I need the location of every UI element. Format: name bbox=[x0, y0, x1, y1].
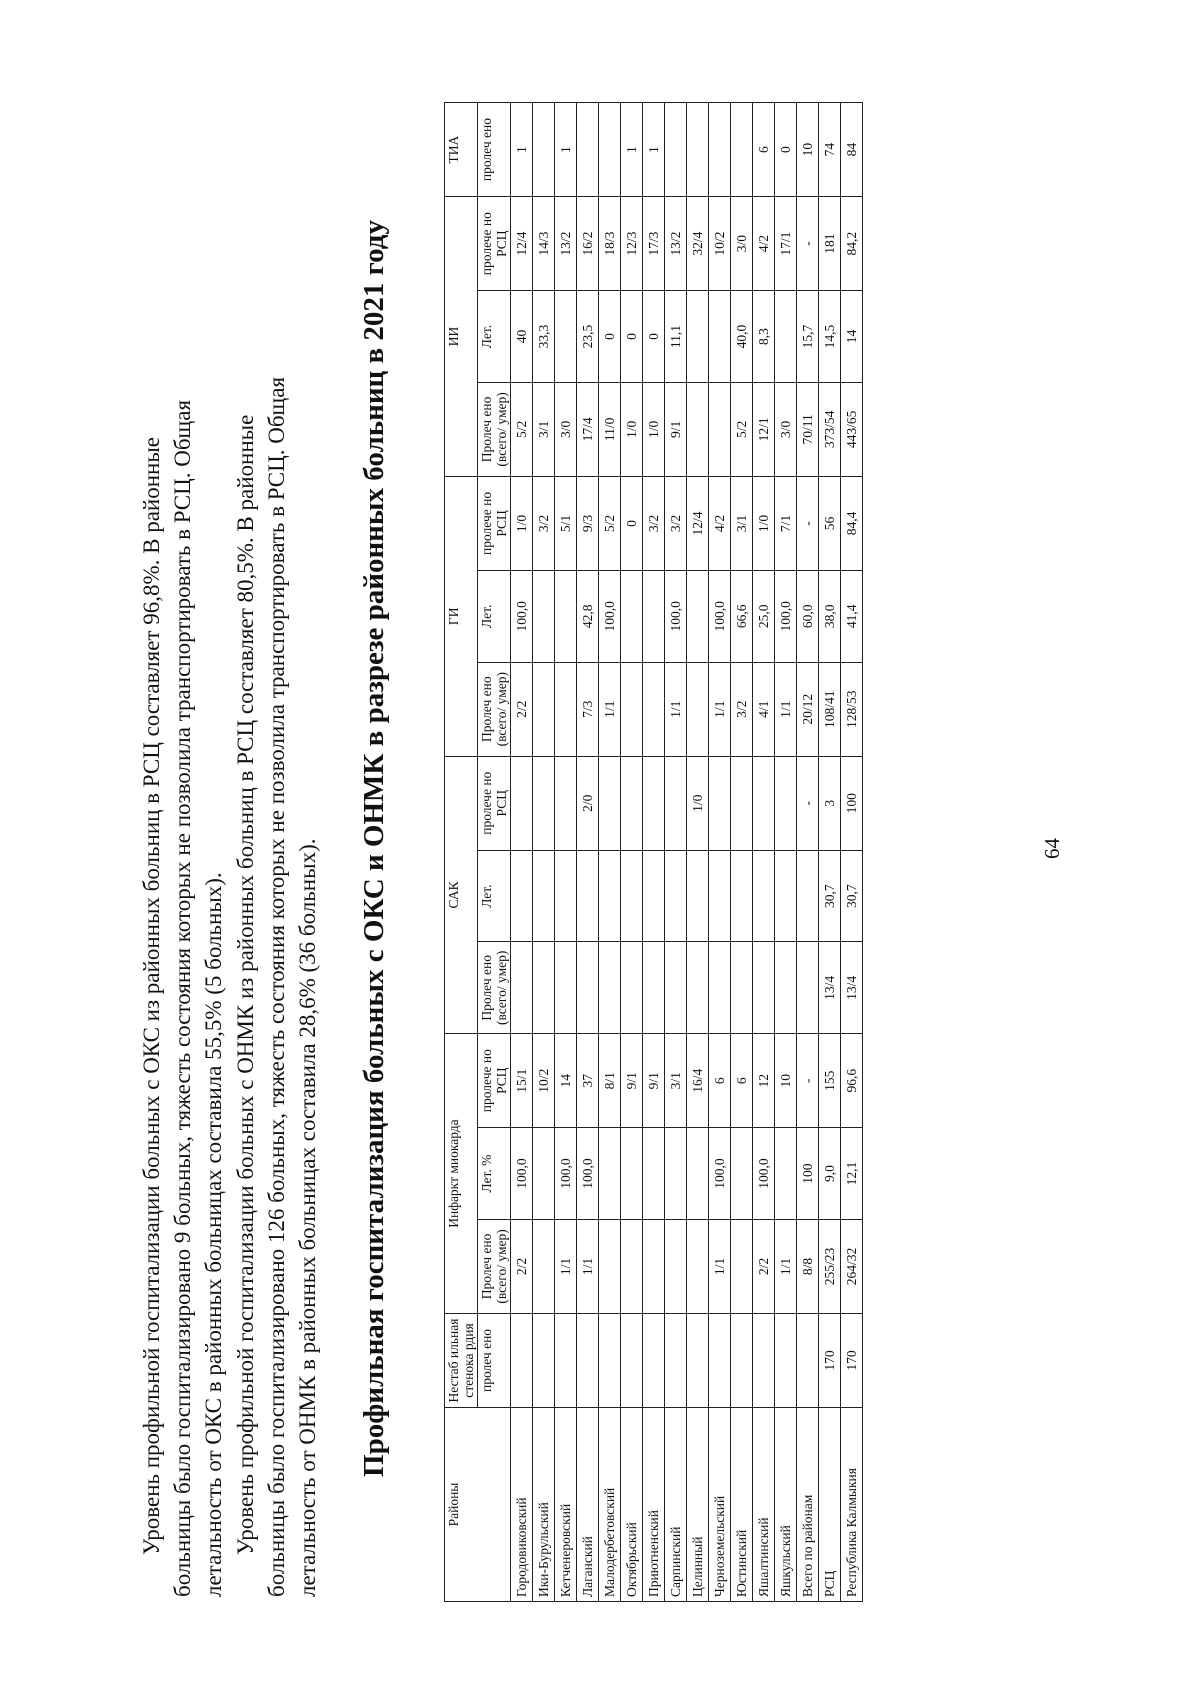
table-cell bbox=[599, 850, 621, 942]
table-row bbox=[555, 103, 577, 1602]
table-row bbox=[687, 103, 709, 1602]
table-cell bbox=[555, 850, 577, 942]
table-cell bbox=[731, 756, 753, 850]
table-cell bbox=[665, 103, 687, 197]
table-cell: 128/53 bbox=[841, 662, 863, 756]
table-cell: 41,4 bbox=[841, 570, 863, 662]
subheader-cell: пролеч ено bbox=[478, 103, 511, 197]
paragraph-onmk bbox=[230, 107, 323, 1597]
table-cell: 40 bbox=[511, 291, 533, 383]
table-cell bbox=[709, 850, 731, 942]
table-cell bbox=[577, 942, 599, 1034]
paragraph-line: летальность от ОКС в районных больницах составила 55,5% (5 больных). bbox=[201, 872, 226, 1597]
table-cell bbox=[511, 850, 533, 942]
table-cell: 3/2 bbox=[643, 476, 665, 570]
subheader-cell: Лет. bbox=[478, 850, 511, 942]
page-number: 64 bbox=[1040, 838, 1064, 859]
subheader-cell: Пролеч ено (всего/ умер) bbox=[478, 662, 511, 756]
table-cell bbox=[577, 103, 599, 197]
table-cell bbox=[511, 942, 533, 1034]
table-cell: 8,3 bbox=[753, 291, 775, 383]
table-cell bbox=[687, 1219, 709, 1313]
table-cell bbox=[665, 1128, 687, 1220]
table-cell bbox=[643, 570, 665, 662]
table-cell bbox=[731, 942, 753, 1034]
subheader-cell: Пролеч ено (всего/ умер) bbox=[478, 1219, 511, 1313]
table-cell bbox=[533, 1219, 555, 1313]
table-cell: 1/1 bbox=[555, 1219, 577, 1313]
table-cell bbox=[533, 850, 555, 942]
table-cell: - bbox=[797, 476, 819, 570]
table-cell bbox=[555, 291, 577, 383]
table-cell bbox=[643, 1128, 665, 1220]
table-cell: 13/4 bbox=[819, 942, 841, 1034]
table-cell: 56 bbox=[819, 476, 841, 570]
table-cell: 7/3 bbox=[577, 662, 599, 756]
table-cell: 1/0 bbox=[643, 382, 665, 476]
table-cell bbox=[709, 942, 731, 1034]
table-cell bbox=[687, 382, 709, 476]
table-cell bbox=[621, 662, 643, 756]
table-cell bbox=[621, 1219, 643, 1313]
table-cell: 1/1 bbox=[709, 1219, 731, 1313]
table-cell: 100,0 bbox=[753, 1128, 775, 1220]
table-cell bbox=[533, 942, 555, 1034]
table-cell: 1/0 bbox=[687, 756, 709, 850]
header-unstable-angina: Нестаб ильная стенока рдия bbox=[445, 1313, 478, 1407]
table-cell: 3/1 bbox=[533, 382, 555, 476]
table-cell: 5/2 bbox=[731, 382, 753, 476]
table-cell bbox=[775, 756, 797, 850]
table-cell bbox=[687, 1313, 709, 1407]
table-row bbox=[621, 103, 643, 1602]
table-cell: 100,0 bbox=[665, 570, 687, 662]
table-cell: 37 bbox=[577, 1034, 599, 1128]
table-cell: 16/4 bbox=[687, 1034, 709, 1128]
table-cell: 0 bbox=[643, 291, 665, 383]
table-cell bbox=[709, 756, 731, 850]
table-cell: 10 bbox=[775, 1034, 797, 1128]
table-cell bbox=[555, 756, 577, 850]
table-cell: 7/1 bbox=[775, 476, 797, 570]
header-row-top bbox=[445, 103, 478, 1602]
table-cell bbox=[775, 1128, 797, 1220]
subheader-cell: пролече но РСЦ bbox=[478, 1034, 511, 1128]
table-cell bbox=[665, 756, 687, 850]
table-cell: 18/3 bbox=[599, 197, 621, 291]
table-cell bbox=[511, 1313, 533, 1407]
table-cell: 60,0 bbox=[797, 570, 819, 662]
table-cell bbox=[533, 756, 555, 850]
table-cell bbox=[775, 1313, 797, 1407]
table-cell: 66,6 bbox=[731, 570, 753, 662]
table-cell bbox=[577, 1313, 599, 1407]
table-cell: - bbox=[797, 197, 819, 291]
table-cell: 14,5 bbox=[819, 291, 841, 383]
table-cell: 12/1 bbox=[753, 382, 775, 476]
table-cell: 3/2 bbox=[665, 476, 687, 570]
table-cell bbox=[731, 850, 753, 942]
table-cell: 30,7 bbox=[819, 850, 841, 942]
table-cell bbox=[621, 570, 643, 662]
table-cell: 17/4 bbox=[577, 382, 599, 476]
table-cell bbox=[797, 942, 819, 1034]
table-cell bbox=[599, 1128, 621, 1220]
table-cell bbox=[599, 1219, 621, 1313]
table-cell: 8/8 bbox=[797, 1219, 819, 1313]
table-cell: 1/0 bbox=[511, 476, 533, 570]
table-row bbox=[753, 103, 775, 1602]
table-cell: 100,0 bbox=[599, 570, 621, 662]
table-row bbox=[533, 103, 555, 1602]
district-name: Лаганский bbox=[577, 1408, 599, 1602]
table-cell: 12/4 bbox=[511, 197, 533, 291]
district-name: Ики-Бурульский bbox=[533, 1408, 555, 1602]
table-cell: 1/1 bbox=[775, 1219, 797, 1313]
table-cell bbox=[665, 942, 687, 1034]
table-cell: 0 bbox=[621, 291, 643, 383]
table-cell: 5/2 bbox=[599, 476, 621, 570]
paragraph-line: Уровень профильной госпитализации больных с ОНМК из районных больниц в РСЦ составляет 80,5%. В районные bbox=[233, 414, 258, 1555]
table-cell bbox=[797, 850, 819, 942]
table-cell bbox=[555, 570, 577, 662]
table-cell: 1 bbox=[643, 103, 665, 197]
table-row bbox=[775, 103, 797, 1602]
table-cell: 8/1 bbox=[599, 1034, 621, 1128]
table-row bbox=[797, 103, 819, 1602]
table-cell bbox=[709, 103, 731, 197]
table-cell bbox=[643, 850, 665, 942]
table-cell bbox=[731, 103, 753, 197]
table-cell bbox=[621, 756, 643, 850]
table-cell: 1 bbox=[555, 103, 577, 197]
table-cell: 155 bbox=[819, 1034, 841, 1128]
table-cell: - bbox=[797, 756, 819, 850]
header-ii: ИИ bbox=[445, 197, 478, 477]
table-cell bbox=[687, 942, 709, 1034]
table-cell: 3/0 bbox=[555, 382, 577, 476]
table-row bbox=[599, 103, 621, 1602]
paragraph-oks bbox=[136, 107, 229, 1597]
table-cell: 100,0 bbox=[511, 1128, 533, 1220]
subheader-cell: пролече но РСЦ bbox=[478, 756, 511, 850]
table-cell bbox=[753, 1313, 775, 1407]
header-districts: Районы bbox=[445, 1408, 511, 1602]
table-cell: 84 bbox=[841, 103, 863, 197]
table-cell: 5/1 bbox=[555, 476, 577, 570]
table-cell bbox=[533, 570, 555, 662]
table-cell: 100,0 bbox=[577, 1128, 599, 1220]
district-name: Яшкульский bbox=[775, 1408, 797, 1602]
table-cell: 9/1 bbox=[665, 382, 687, 476]
table-cell: 100,0 bbox=[511, 570, 533, 662]
table-cell: 23,5 bbox=[577, 291, 599, 383]
table-row bbox=[665, 103, 687, 1602]
table-cell: 12/4 bbox=[687, 476, 709, 570]
table-cell bbox=[533, 1128, 555, 1220]
table-row bbox=[577, 103, 599, 1602]
table-cell: 4/2 bbox=[753, 197, 775, 291]
table-cell: 4/2 bbox=[709, 476, 731, 570]
table-cell: 3 bbox=[819, 756, 841, 850]
table-cell bbox=[731, 1128, 753, 1220]
table-cell: 96,6 bbox=[841, 1034, 863, 1128]
table-cell bbox=[621, 850, 643, 942]
table-cell: 6 bbox=[753, 103, 775, 197]
table-cell: 13/4 bbox=[841, 942, 863, 1034]
table-body bbox=[511, 103, 863, 1602]
table-cell: 84,4 bbox=[841, 476, 863, 570]
table-row bbox=[643, 103, 665, 1602]
table-cell: 20/12 bbox=[797, 662, 819, 756]
table-cell: 16/2 bbox=[577, 197, 599, 291]
table-cell bbox=[687, 850, 709, 942]
district-name: Республика Калмыкия bbox=[841, 1408, 863, 1602]
table-cell bbox=[775, 291, 797, 383]
table-cell: 74 bbox=[819, 103, 841, 197]
header-row-sub bbox=[478, 103, 511, 1602]
table-cell: 9/3 bbox=[577, 476, 599, 570]
table-cell bbox=[731, 1219, 753, 1313]
subheader-cell: Пролеч ено (всего/ умер) bbox=[478, 942, 511, 1034]
table-cell: 181 bbox=[819, 197, 841, 291]
subheader-cell: Лет. % bbox=[478, 1128, 511, 1220]
district-name: Кетченеровский bbox=[555, 1408, 577, 1602]
table-cell bbox=[665, 1219, 687, 1313]
table-cell: 1/1 bbox=[665, 662, 687, 756]
table-cell bbox=[687, 103, 709, 197]
district-name: Яшалтинский bbox=[753, 1408, 775, 1602]
subheader-cell: пролече но РСЦ bbox=[478, 476, 511, 570]
table-cell: 1 bbox=[621, 103, 643, 197]
table-cell: 100,0 bbox=[555, 1128, 577, 1220]
table-cell: 1/1 bbox=[577, 1219, 599, 1313]
table-cell bbox=[753, 756, 775, 850]
paragraph-line: летальность от ОНМК в районных больницах составила 28,6% (36 больных). bbox=[295, 838, 320, 1597]
table-cell bbox=[511, 756, 533, 850]
table-cell bbox=[599, 1313, 621, 1407]
table-cell: 1 bbox=[511, 103, 533, 197]
district-name: Всего по районам bbox=[797, 1408, 819, 1602]
table-cell bbox=[687, 291, 709, 383]
table-cell: 11/0 bbox=[599, 382, 621, 476]
subheader-cell: Пролеч ено (всего/ умер) bbox=[478, 382, 511, 476]
table-cell: 9/1 bbox=[621, 1034, 643, 1128]
table-cell: 5/2 bbox=[511, 382, 533, 476]
table-cell bbox=[555, 942, 577, 1034]
table-cell bbox=[643, 756, 665, 850]
header-sak: САК bbox=[445, 756, 478, 1033]
table-cell: 170 bbox=[841, 1313, 863, 1407]
table-cell: 100 bbox=[841, 756, 863, 850]
district-name: Черноземельский bbox=[709, 1408, 731, 1602]
district-name: Октябрьский bbox=[621, 1408, 643, 1602]
hospitalization-table bbox=[444, 102, 863, 1602]
table-row bbox=[841, 103, 863, 1602]
table-cell: 13/2 bbox=[665, 197, 687, 291]
district-name: РСЦ bbox=[819, 1408, 841, 1602]
table-cell bbox=[621, 1313, 643, 1407]
table-cell: 15,7 bbox=[797, 291, 819, 383]
table-cell: 30,7 bbox=[841, 850, 863, 942]
table-cell bbox=[621, 942, 643, 1034]
table-cell bbox=[599, 103, 621, 197]
table-cell bbox=[665, 1313, 687, 1407]
table-cell bbox=[599, 756, 621, 850]
table-cell: 3/2 bbox=[533, 476, 555, 570]
paragraph-line: больницы было госпитализировано 9 больных, тяжесть состояния которых не позволила транспортировать в РСЦ. Общая bbox=[170, 399, 195, 1597]
table-cell: 1/1 bbox=[709, 662, 731, 756]
district-name: Сарпинский bbox=[665, 1408, 687, 1602]
table-cell: 255/23 bbox=[819, 1219, 841, 1313]
table-cell bbox=[533, 1313, 555, 1407]
table-cell bbox=[533, 103, 555, 197]
table-cell: 14/3 bbox=[533, 197, 555, 291]
table-cell: 443/65 bbox=[841, 382, 863, 476]
district-name: Юстинский bbox=[731, 1408, 753, 1602]
table-cell: 3/1 bbox=[665, 1034, 687, 1128]
table-cell bbox=[775, 850, 797, 942]
table-row bbox=[819, 103, 841, 1602]
table-cell bbox=[555, 1313, 577, 1407]
table-cell: 2/2 bbox=[511, 1219, 533, 1313]
table-cell: 6 bbox=[731, 1034, 753, 1128]
district-name: Городовиковский bbox=[511, 1408, 533, 1602]
subheader-cell: Лет. bbox=[478, 570, 511, 662]
header-tia: ТИА bbox=[445, 103, 478, 197]
table-cell: 100,0 bbox=[709, 1128, 731, 1220]
header-gi: ГИ bbox=[445, 476, 478, 756]
table-cell: 9/1 bbox=[643, 1034, 665, 1128]
table-cell: 70/11 bbox=[797, 382, 819, 476]
table-cell bbox=[643, 1219, 665, 1313]
table-cell: 1/1 bbox=[599, 662, 621, 756]
table-cell bbox=[731, 1313, 753, 1407]
table-row bbox=[731, 103, 753, 1602]
paragraph-line: Уровень профильной госпитализации больных с ОКС из районных больниц в РСЦ составляет 96,8%. В районные bbox=[139, 436, 164, 1555]
table-cell bbox=[643, 662, 665, 756]
table-cell: 10/2 bbox=[709, 197, 731, 291]
table-cell: 14 bbox=[555, 1034, 577, 1128]
table-cell: 3/2 bbox=[731, 662, 753, 756]
table-heading: Профильная госпитализация больных с ОКС и ОНМК в разрезе районных больниц в 2021 году bbox=[358, 220, 390, 1477]
table-cell bbox=[599, 942, 621, 1034]
table-cell bbox=[643, 1313, 665, 1407]
table-cell bbox=[555, 662, 577, 756]
table-cell: 4/1 bbox=[753, 662, 775, 756]
table-cell: 12,1 bbox=[841, 1128, 863, 1220]
header-myocardial-infarction: Инфаркт миокарда bbox=[445, 1034, 478, 1314]
table-row bbox=[511, 103, 533, 1602]
table-cell: 3/1 bbox=[731, 476, 753, 570]
table-cell bbox=[687, 1128, 709, 1220]
table-cell bbox=[533, 662, 555, 756]
table-cell: - bbox=[797, 1034, 819, 1128]
table-cell: 32/4 bbox=[687, 197, 709, 291]
table-cell bbox=[687, 570, 709, 662]
table-cell: 84,2 bbox=[841, 197, 863, 291]
table-cell: 100,0 bbox=[775, 570, 797, 662]
table-cell: 38,0 bbox=[819, 570, 841, 662]
table-cell: 10/2 bbox=[533, 1034, 555, 1128]
district-name: Приютненский bbox=[643, 1408, 665, 1602]
table-cell: 33,3 bbox=[533, 291, 555, 383]
table-cell: 100 bbox=[797, 1128, 819, 1220]
district-name: Малодербетовский bbox=[599, 1408, 621, 1602]
table-row bbox=[709, 103, 731, 1602]
paragraph-line: больницы было госпитализировано 126 больных, тяжесть состояния которых не позволила транспортировать в РСЦ. Общая bbox=[264, 376, 289, 1597]
subheader-cell: Лет. bbox=[478, 291, 511, 383]
table-cell: 3/0 bbox=[731, 197, 753, 291]
table-cell: 1/1 bbox=[775, 662, 797, 756]
subheader-cell: пролеч ено bbox=[478, 1313, 511, 1407]
table-cell: 42,8 bbox=[577, 570, 599, 662]
table-cell bbox=[797, 1313, 819, 1407]
table-cell bbox=[775, 942, 797, 1034]
table-cell bbox=[709, 1313, 731, 1407]
table-cell: 40,0 bbox=[731, 291, 753, 383]
table-cell: 11,1 bbox=[665, 291, 687, 383]
table-cell: 14 bbox=[841, 291, 863, 383]
table-cell: 1/0 bbox=[621, 382, 643, 476]
table-cell bbox=[687, 662, 709, 756]
table-cell bbox=[643, 942, 665, 1034]
table-cell: 2/0 bbox=[577, 756, 599, 850]
district-name: Целинный bbox=[687, 1408, 709, 1602]
table-cell: 264/32 bbox=[841, 1219, 863, 1313]
table-cell: 10 bbox=[797, 103, 819, 197]
table-cell: 170 bbox=[819, 1313, 841, 1407]
table-cell: 6 bbox=[709, 1034, 731, 1128]
table-cell bbox=[577, 850, 599, 942]
table-cell: 12 bbox=[753, 1034, 775, 1128]
table-cell bbox=[709, 382, 731, 476]
table-cell: 0 bbox=[621, 476, 643, 570]
table-cell: 1/0 bbox=[753, 476, 775, 570]
table-cell: 0 bbox=[775, 103, 797, 197]
table-cell bbox=[753, 942, 775, 1034]
table-cell: 25,0 bbox=[753, 570, 775, 662]
table-cell: 17/1 bbox=[775, 197, 797, 291]
subheader-cell: пролече но РСЦ bbox=[478, 197, 511, 291]
table-cell: 15/1 bbox=[511, 1034, 533, 1128]
table-cell bbox=[665, 850, 687, 942]
table-cell: 108/41 bbox=[819, 662, 841, 756]
table-cell: 2/2 bbox=[753, 1219, 775, 1313]
table-cell: 12/3 bbox=[621, 197, 643, 291]
table-cell bbox=[753, 850, 775, 942]
table-cell: 0 bbox=[599, 291, 621, 383]
table-cell: 3/0 bbox=[775, 382, 797, 476]
table-cell: 2/2 bbox=[511, 662, 533, 756]
table-cell bbox=[621, 1128, 643, 1220]
table-cell: 9,0 bbox=[819, 1128, 841, 1220]
table-cell: 373/54 bbox=[819, 382, 841, 476]
table-cell bbox=[709, 291, 731, 383]
table-cell: 17/3 bbox=[643, 197, 665, 291]
table-cell: 100,0 bbox=[709, 570, 731, 662]
table-cell: 13/2 bbox=[555, 197, 577, 291]
